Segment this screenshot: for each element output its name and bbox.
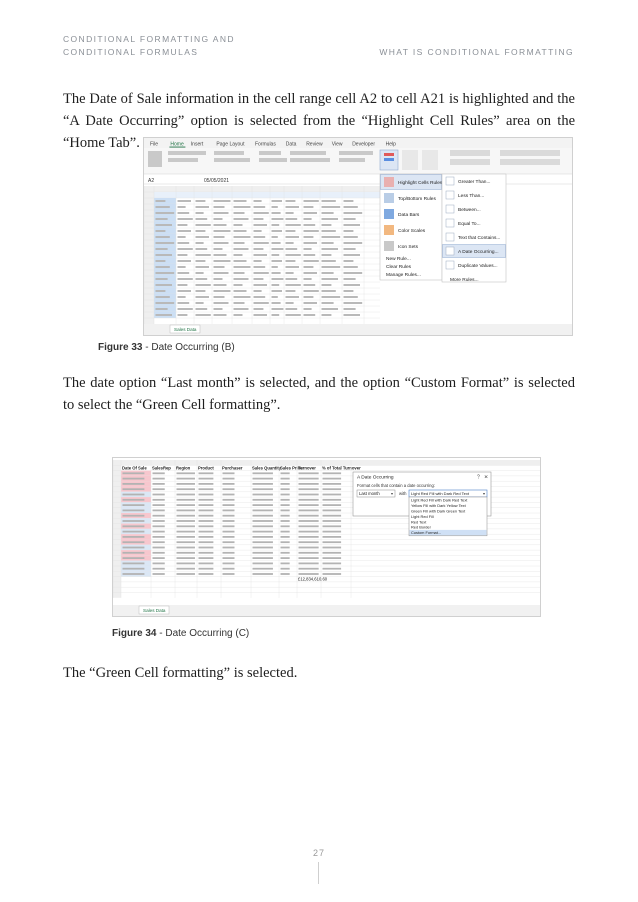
figure-33-screenshot bbox=[143, 137, 573, 336]
submenu-item-icon bbox=[446, 247, 454, 255]
ribbon-tab-view[interactable]: View bbox=[331, 141, 343, 148]
menu-item-icon bbox=[384, 225, 394, 235]
column-header: Purchaser bbox=[222, 465, 243, 471]
turnover-total: £12,834,610.60 bbox=[298, 576, 328, 582]
cf-menu-item[interactable]: Icon Sets bbox=[398, 245, 418, 250]
submenu-item[interactable]: Greater Than... bbox=[458, 180, 491, 185]
menu-item-icon bbox=[384, 241, 394, 251]
ribbon-tab-developer[interactable]: Developer bbox=[352, 141, 375, 148]
paragraph-3: The “Green Cell formatting” is selected. bbox=[63, 665, 298, 681]
ribbon-tab-page-layout[interactable]: Page Layout bbox=[216, 141, 245, 148]
close-icon[interactable]: ✕ bbox=[484, 474, 489, 481]
submenu-item-icon bbox=[446, 261, 454, 269]
paragraph-1: The Date of Sale information in the cell range cell A2 to cell A21 is highlighted and the “A Date Occurring” option is selected from the “Highlight Cell Rules” area on the “Home Tab”. bbox=[63, 91, 575, 151]
submenu-item[interactable]: Equal To... bbox=[458, 222, 481, 227]
cf-menu-item[interactable]: Clear Rules bbox=[386, 264, 412, 270]
format-select-value: Light Red Fill with Dark Red Text bbox=[411, 491, 469, 497]
column-header: Product bbox=[198, 465, 214, 471]
submenu-item-icon bbox=[446, 233, 454, 241]
cf-menu-item[interactable]: Color Scales bbox=[398, 229, 426, 234]
ribbon-tab-help[interactable]: Help bbox=[385, 141, 396, 148]
sheet-tab-label: Sales Data bbox=[174, 327, 197, 332]
name-box[interactable]: A2 bbox=[148, 178, 155, 184]
submenu-item-icon bbox=[446, 177, 454, 185]
submenu-item[interactable]: More Rules... bbox=[450, 278, 479, 283]
column-header: Sales Price bbox=[280, 465, 303, 471]
with-label: with bbox=[399, 491, 407, 497]
cf-menu-item[interactable]: Manage Rules... bbox=[386, 272, 421, 278]
paragraph-2: The date option “Last month” is selected, and the option “Custom Format” is selected to select the “Green Cell formatting”. bbox=[63, 375, 575, 413]
figure-33-text: - Date Occurring (B) bbox=[142, 342, 235, 353]
figure-34-caption bbox=[112, 628, 249, 639]
figure-33-caption bbox=[98, 342, 235, 353]
format-option[interactable]: Light Red Fill with Dark Red Text bbox=[411, 497, 468, 503]
ribbon-tab-insert[interactable]: Insert bbox=[190, 141, 204, 148]
cf-menu-item[interactable]: Highlight Cells Rules bbox=[398, 181, 443, 186]
submenu-item[interactable]: Less Than... bbox=[458, 194, 485, 199]
page-number: 27 bbox=[312, 848, 325, 858]
running-header-section bbox=[63, 33, 235, 59]
date-option-value: Last month bbox=[359, 491, 380, 497]
chevron-down-icon: ▾ bbox=[391, 491, 394, 497]
format-option[interactable]: Red Border bbox=[411, 524, 431, 530]
dialog-title: A Date Occurring bbox=[357, 475, 394, 481]
menu-item-icon bbox=[384, 193, 394, 203]
figure-34-text: - Date Occurring (C) bbox=[156, 628, 250, 639]
ribbon-tab-formulas[interactable]: Formulas bbox=[255, 141, 276, 148]
ribbon-tab-home[interactable]: Home bbox=[170, 141, 184, 148]
conditional-formatting-menu bbox=[380, 174, 443, 280]
excel-date-occurring-screenshot bbox=[113, 458, 540, 616]
format-option[interactable]: Red Text bbox=[411, 519, 427, 525]
help-icon[interactable]: ? bbox=[477, 474, 480, 481]
submenu-item-icon bbox=[446, 219, 454, 227]
worksheet-grid bbox=[144, 186, 380, 324]
formula-bar-value[interactable]: 05/05/2021 bbox=[204, 178, 230, 184]
highlight-cells-submenu bbox=[442, 174, 506, 283]
ribbon-tab-review[interactable]: Review bbox=[306, 141, 323, 148]
section-title-line1: CONDITIONAL FORMATTING AND bbox=[63, 34, 235, 44]
page-number-rule bbox=[318, 862, 319, 884]
column-header: Turnover bbox=[298, 465, 316, 471]
ribbon-tab-file[interactable]: File bbox=[150, 141, 159, 148]
format-option[interactable]: Light Red Fill bbox=[411, 513, 434, 519]
cf-menu-item[interactable]: Data Bars bbox=[398, 213, 420, 218]
submenu-item[interactable]: Text that Contains... bbox=[458, 236, 501, 241]
column-header: Region bbox=[176, 465, 191, 471]
cf-menu-item[interactable]: New Rule... bbox=[386, 256, 411, 262]
ribbon-tab-data[interactable]: Data bbox=[285, 141, 297, 148]
submenu-item-icon bbox=[446, 205, 454, 213]
submenu-item[interactable]: A Date Occurring... bbox=[458, 250, 499, 255]
column-header: % of Total Turnover bbox=[322, 465, 361, 471]
figure-33-label: Figure 33 bbox=[98, 342, 143, 353]
menu-item-icon bbox=[384, 209, 394, 219]
sheet-tab-label-2: Sales Data bbox=[143, 608, 166, 613]
format-option[interactable]: Custom Format... bbox=[411, 530, 442, 536]
column-header: Sales Quantity bbox=[252, 465, 282, 471]
column-header: Date Of Sale bbox=[122, 465, 147, 471]
running-header-chapter: WHAT IS CONDITIONAL FORMATTING bbox=[379, 47, 574, 57]
figure-34-screenshot bbox=[112, 457, 541, 617]
format-option[interactable]: Yellow Fill with Dark Yellow Text bbox=[411, 503, 466, 509]
section-title-line2: CONDITIONAL FORMULAS bbox=[63, 47, 199, 57]
submenu-item-icon bbox=[446, 191, 454, 199]
cf-menu-item[interactable]: Top/Bottom Rules bbox=[398, 197, 436, 202]
dialog-prompt: Format cells that contain a date occurring: bbox=[357, 483, 435, 488]
menu-item-icon bbox=[384, 177, 394, 187]
format-option[interactable]: Green Fill with Dark Green Text bbox=[411, 508, 466, 514]
submenu-item[interactable]: Duplicate Values... bbox=[458, 264, 498, 269]
column-header: SalesRep bbox=[152, 465, 171, 471]
figure-34-label: Figure 34 bbox=[112, 628, 157, 639]
submenu-item[interactable]: Between... bbox=[458, 208, 481, 213]
chevron-down-icon: ▾ bbox=[483, 491, 486, 497]
excel-home-ribbon-screenshot bbox=[144, 138, 572, 335]
